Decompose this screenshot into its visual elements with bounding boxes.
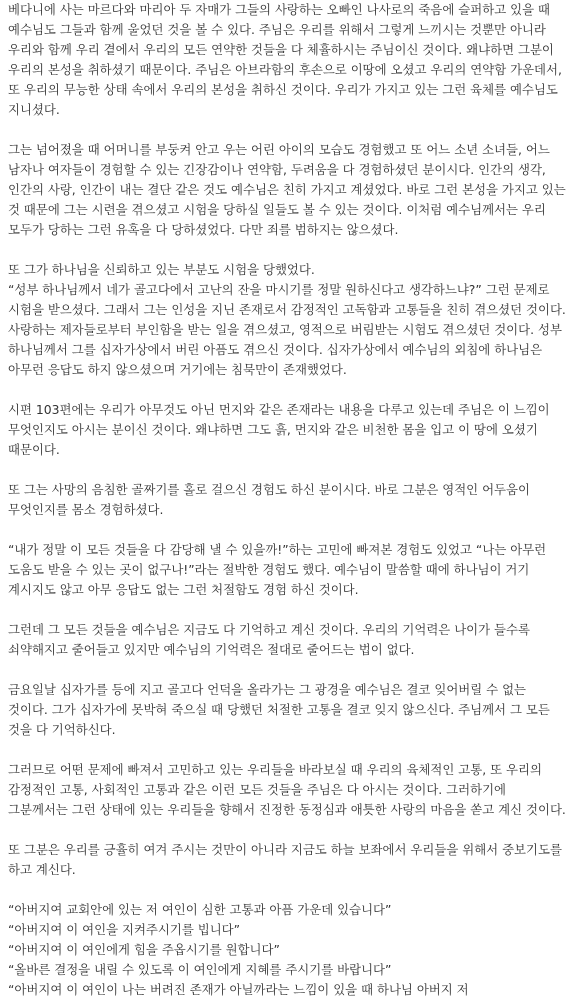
paragraph-6: “내가 정말 이 모든 것들을 다 감당해 낼 수 있을까!”하는 고민에 빠져본 경험도 있었고 “나는 아무런 도움도 받을 수 있는 곳이 없구나!”라는 절박한 경험도 했다. 예수님이 말씀할 때에 하나님이 거기 계시지도 않고 아무 응답도 없는 그런 처절함도 경험 하신 것이다. [8,542,551,597]
paragraph-5: 또 그는 사망의 음침한 골짜기를 홀로 걸으신 경험도 하신 분이시다. 바로 그분은 영적인 어두움이 무엇인지를 몸소 경험하셨다. [8,482,534,517]
prayer-line: “아버지여 이 여인을 지켜주시기를 빕니다” [8,922,241,937]
prayer-list [8,900,566,1000]
paragraph-9: 그러므로 어떤 문제에 빠져서 고민하고 있는 우리들을 바라보실 때 우리의 육체적인 고통, 또 우리의 감정적인 고통, 사회적인 고통과 같은 이런 모든 것들을 주님은 다 아시는 것이다. 그러하기에 그분께서는 그런 상태에 있는 우리들을 향해서 진정한 동정심과 애틋한 사랑의 마음을 쏟고 계신 것이다. [8,762,566,817]
paragraph-4: 시편 103편에는 우리가 아무것도 아닌 먼지와 같은 존재라는 내용을 다루고 있는데 주님은 이 느낌이 무엇인지도 아시는 분이신 것이다. 왜냐하면 그도 흙, 먼지와 같은 비천한 몸을 입고 이 땅에 오셨기 때문이다. [8,402,554,457]
prayer-line: “아버지여 이 여인이 나는 버려진 존재가 아닐까라는 느낌이 있을 때 하나님 아버지 저 [8,982,469,997]
paragraph-8: 금요일날 십자가를 등에 지고 골고다 언덕을 올라가는 그 광경을 예수님은 결코 잊어버릴 수 없는 것이다. 그가 십자가에 못박혀 죽으실 때 당했던 처절한 고통을 결코 잊지 않으신다. 주님께서 그 모든 것을 다 기억하신다. [8,682,554,737]
paragraph-1: 베다니에 사는 마르다와 마리아 두 자매가 그들의 사랑하는 오빠인 나사로의 죽음에 슬퍼하고 있을 때 예수님도 그들과 함께 울었던 것을 볼 수 있다. 주님은 우리를 위해서 그렇게 느끼시는 것뿐만 아니라 우리와 함께 우리 곁에서 우리의 모든 연약한 것들을 다 체휼하시는 주님이신 것이다. 왜냐하면 그분이 우리의 본성을 취하셨기 때문이다. 주님은 아브라함의 후손으로 이땅에 오셨고 우리의 연약함 가운데서, 또 우리의 무능한 상태 속에서 우리의 본성을 취하신 것이다. 우리가 가지고 있는 그런 육체를 예수님도 지니셨다. [8,2,566,117]
paragraph-3: 또 그가 하나님을 신뢰하고 있는 부분도 시험을 당했었다. “성부 하나님께서 네가 골고다에서 고난의 잔을 마시기를 정말 원하신다고 생각하느냐?” 그런 문제로 시험을 받으셨다. 그래서 그는 인성을 지닌 존재로서 감정적인 고독함과 고통들을 친히 겪으셨던 것이다. 사랑하는 제자들로부터 부인함을 받는 일을 겪으셨고, 영적으로 버림받는 시험도 겪으셨던 것이다. 성부 하나님께서 그를 십자가상에서 버린 아픔도 겪으신 것이다. 십자가상에서 예수님의 외침에 하나님은 아무런 응답도 하지 않으셨으며 거기에는 침묵만이 존재했었다. [8,262,566,377]
paragraph-10: 또 그분은 우리를 긍휼히 여겨 주시는 것만이 아니라 지금도 하늘 보좌에서 우리들을 위해서 중보기도를 하고 계신다. [8,842,566,877]
paragraph-2: 그는 넘어졌을 때 어머니를 부둥켜 안고 우는 어린 아이의 모습도 경험했고 또 어느 소년 소녀들, 어느 남자나 여자들이 경험할 수 있는 긴장감이나 연약함, 두려움을 다 경험하셨던 분이시다. 인간의 생각, 인간의 사랑, 인간이 내는 결단 같은 것도 예수님은 친히 가지고 계셨었다. 바로 그런 본성을 가지고 있는 것 때문에 그는 시련을 겪으셨고 시험을 당하실 일들도 볼 수 있는 것이다. 이처럼 예수님께서는 우리 모두가 당하는 그런 유혹을 다 당하셨었다. 다만 죄를 범하지는 않으셨다. [8,142,570,237]
prayer-line: “올바른 결정을 내릴 수 있도록 이 여인에게 지혜를 주시기를 바랍니다” [8,962,392,977]
prayer-line: “아버지여 교회안에 있는 저 여인이 심한 고통과 아픔 가운데 있습니다” [8,902,392,917]
prayer-line: “아버지여 이 여인에게 힘을 주옵시기를 원합니다” [8,942,280,957]
paragraph-7: 그런데 그 모든 것들을 예수님은 지금도 다 기억하고 계신 것이다. 우리의 기억력은 나이가 들수록 쇠약해지고 줄어들고 있지만 예수님의 기억력은 절대로 줄어드는 법이 없다. [8,622,534,657]
